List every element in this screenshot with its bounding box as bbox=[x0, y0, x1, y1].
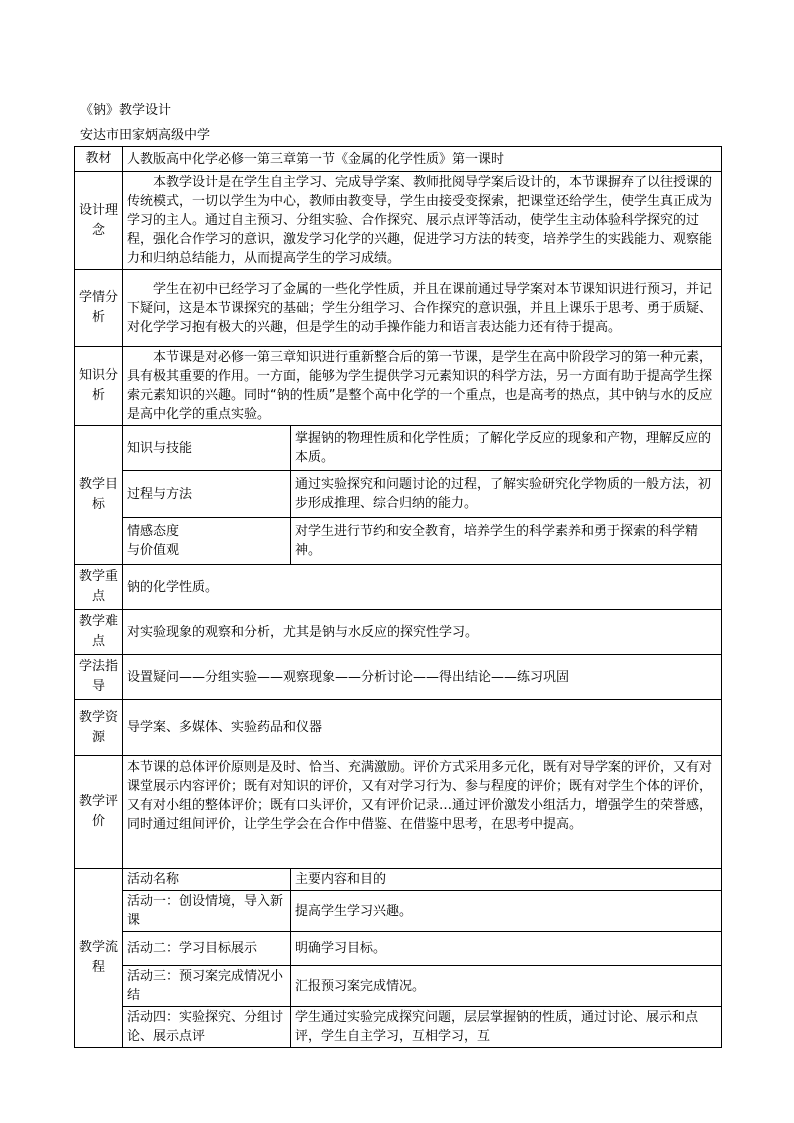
concept-row bbox=[75, 172, 722, 270]
flow-activity: 活动四：实验探究、分组讨论、展示点评 bbox=[123, 1007, 291, 1048]
flow-content: 明确学习目标。 bbox=[291, 932, 722, 966]
method-label: 学法指导 bbox=[75, 655, 123, 700]
students-label: 学情分析 bbox=[75, 270, 123, 347]
goal-name: 过程与方法 bbox=[123, 471, 291, 518]
resources-row bbox=[75, 700, 722, 756]
flow-content: 学生通过实验完成探究问题，层层掌握钠的性质，通过讨论、展示和点评，学生自主学习，互相学习，互 bbox=[291, 1007, 722, 1048]
concept-label: 设计理念 bbox=[75, 172, 123, 270]
document-title: 《钠》教学设计 bbox=[80, 103, 172, 118]
flow-row bbox=[75, 1007, 722, 1048]
evaluation-row bbox=[75, 756, 722, 869]
knowledge-value: 本节课是对必修一第三章知识进行重新整合后的第一节课，是学生在高中阶段学习的第一种元素，具有极其重要的作用。一方面，能够为学生提供学习元素知识的科学方法，另一方面有助于提高学生探索元素知识的兴趣。同时“钠的性质”是整个高中化学的一个重点，也是高考的热点，其中钠与水的反应是高中化学的重点实验。 bbox=[123, 347, 722, 426]
flow-content: 提高学生学习兴趣。 bbox=[291, 891, 722, 932]
flow-header-content: 主要内容和目的 bbox=[291, 869, 722, 891]
goal-desc: 对学生进行节约和安全教育，培养学生的科学素养和勇于探索的科学精神。 bbox=[291, 518, 722, 565]
lesson-plan-table bbox=[74, 146, 722, 1048]
goal-row bbox=[75, 426, 722, 471]
resources-value: 导学案、多媒体、实验药品和仪器 bbox=[123, 700, 722, 756]
students-value: 学生在初中已经学习了金属的一些化学性质，并且在课前通过导学案对本节课知识进行预习，并记下疑问，这是本节课探究的基础；学生分组学习、合作探究的意识强，并且上课乐于思考、勇于质疑、对化学学习抱有极大的兴趣，但是学生的动手操作能力和语言表达能力还有待于提高。 bbox=[123, 270, 722, 347]
flow-row bbox=[75, 932, 722, 966]
method-row bbox=[75, 655, 722, 700]
evaluation-label: 教学评价 bbox=[75, 756, 123, 869]
flow-header-row bbox=[75, 869, 722, 891]
knowledge-row bbox=[75, 347, 722, 426]
goal-name: 知识与技能 bbox=[123, 426, 291, 471]
difficulty-value: 对实验现象的观察和分析，尤其是钠与水反应的探究性学习。 bbox=[123, 610, 722, 655]
goal-desc: 通过实验探究和问题讨论的过程，了解实验研究化学物质的一般方法，初步形成推理、综合归纳的能力。 bbox=[291, 471, 722, 518]
flow-activity: 活动二：学习目标展示 bbox=[123, 932, 291, 966]
goal-desc: 掌握钠的物理性质和化学性质；了解化学反应的现象和产物，理解反应的本质。 bbox=[291, 426, 722, 471]
concept-value: 本教学设计是在学生自主学习、完成导学案、教师批阅导学案后设计的，本节课摒弃了以往授课的传统模式，一切以学生为中心，教师由教变导，学生由接受变探索，把课堂还给学生，使学生真正成为学习的主人。通过自主预习、分组实验、合作探究、展示点评等活动，使学生主动体验科学探究的过程，强化合作学习的意识，激发学习化学的兴趣，促进学习方法的转变，培养学生的实践能力、观察能力和归纳总结能力，从而提高学生的学习成绩。 bbox=[123, 172, 722, 270]
goal-name: 情感态度与价值观 bbox=[123, 518, 291, 565]
flow-row bbox=[75, 966, 722, 1007]
flow-activity: 活动一：创设情境，导入新课 bbox=[123, 891, 291, 932]
flow-content: 汇报预习案完成情况。 bbox=[291, 966, 722, 1007]
goal-row bbox=[75, 471, 722, 518]
flow-label: 教学流程 bbox=[75, 869, 123, 1048]
material-row bbox=[75, 147, 722, 172]
evaluation-value: 本节课的总体评价原则是及时、恰当、充满激励。评价方式采用多元化，既有对导学案的评价，又有对课堂展示内容评价；既有对知识的评价，又有对学习行为、参与程度的评价；既有对学生个体的评价，又有对小组的整体评价；既有口头评价，又有评价记录…通过评价激发小组活力，增强学生的荣誉感，同时通过组间评价，让学生学会在合作中借鉴、在借鉴中思考，在思考中提高。 bbox=[123, 756, 722, 869]
key-value: 钠的化学性质。 bbox=[123, 565, 722, 610]
students-row bbox=[75, 270, 722, 347]
flow-row bbox=[75, 891, 722, 932]
difficulty-row bbox=[75, 610, 722, 655]
material-label: 教材 bbox=[75, 147, 123, 172]
method-value: 设置疑问——分组实验——观察现象——分析讨论——得出结论——练习巩固 bbox=[123, 655, 722, 700]
flow-header-activity: 活动名称 bbox=[123, 869, 291, 891]
key-label: 教学重点 bbox=[75, 565, 123, 610]
flow-activity: 活动三：预习案完成情况小结 bbox=[123, 966, 291, 1007]
difficulty-label: 教学难点 bbox=[75, 610, 123, 655]
goal-row bbox=[75, 518, 722, 565]
school-name: 安达市田家炳高级中学 bbox=[80, 128, 211, 143]
knowledge-label: 知识分析 bbox=[75, 347, 123, 426]
goals-label: 教学目标 bbox=[75, 426, 123, 565]
resources-label: 教学资源 bbox=[75, 700, 123, 756]
key-row bbox=[75, 565, 722, 610]
material-value: 人教版高中化学必修一第三章第一节《金属的化学性质》第一课时 bbox=[123, 147, 722, 172]
